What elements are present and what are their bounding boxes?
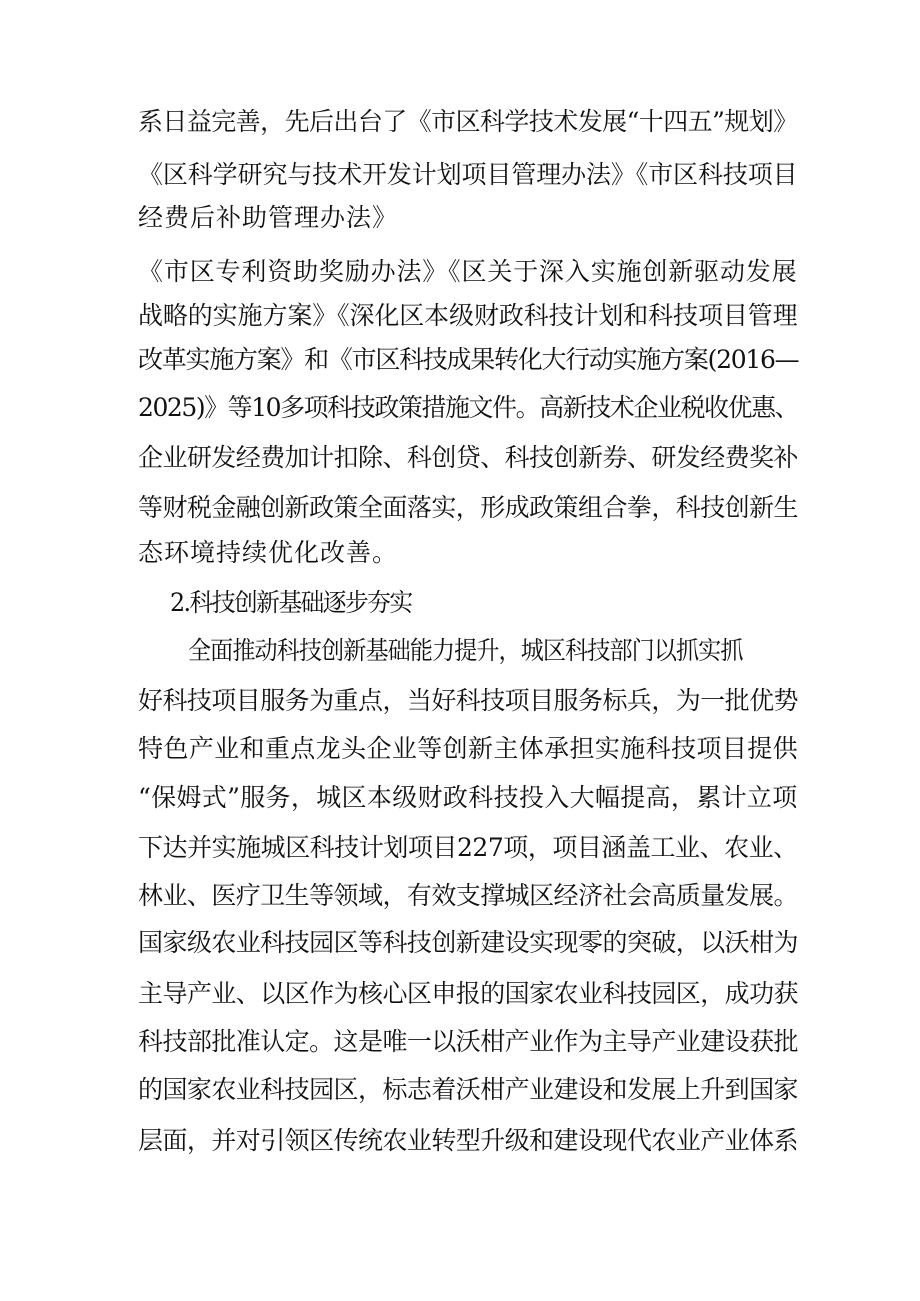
text-line: 《市区专利资助奖励办法》《区关于深入实施创新驱动发展 (138, 257, 798, 286)
text-line: 特色产业和重点龙头企业等创新主体承担实施科技项目提供 (138, 734, 799, 763)
text-line: 下达并实施城区科技计划项目227项，项目涵盖工业、农业、 (138, 833, 798, 862)
text-line: “保姆式”服务，城区本级财政科技投入大幅提高，累计立项 (138, 783, 798, 812)
text-line: 全面推动科技创新基础能力提升，城区科技部门以抓实抓 (188, 636, 743, 665)
text-line: 改革实施方案》和《市区科技成果转化大行动实施方案(2016— (138, 345, 799, 374)
text-line: 好科技项目服务为重点，当好科技项目服务标兵，为一批优势 (138, 686, 799, 715)
text-line: 战略的实施方案》《深化区本级财政科技计划和科技项目管理 (138, 301, 798, 330)
text-line: 《区科学研究与技术开发计划项目管理办法》《市区科技项目 (138, 160, 798, 189)
text-line: 国家级农业科技园区等科技创新建设实现零的突破，以沃柑为 (138, 928, 799, 957)
text-line: 系日益完善，先后出台了《市区科学技术发展“十四五”规划》 (138, 107, 798, 136)
text-line: 经费后补助管理办法》 (138, 203, 399, 232)
text-line: 态环境持续优化改善。 (138, 538, 399, 567)
text-line: 主导产业、以区作为核心区申报的国家农业科技园区，成功获 (138, 979, 799, 1008)
text-line: 林业、医疗卫生等领域，有效支撑城区经济社会高质量发展。 (138, 881, 799, 910)
text-line: 的国家农业科技园区，标志着沃柑产业建设和发展上升到国家 (138, 1075, 799, 1104)
text-line: 等财税金融创新政策全面落实，形成政策组合拳，科技创新生 (138, 493, 799, 522)
text-line: 科技部批准认定。这是唯一以沃柑产业作为主导产业建设获批 (138, 1027, 799, 1056)
text-line: 层面，并对引领区传统农业转型升级和建设现代农业产业体系 (138, 1126, 799, 1155)
text-line: 企业研发经费加计扣除、科创贷、科技创新券、研发经费奖补 (138, 443, 799, 472)
text-line: 2025)》等10多项科技政策措施文件。高新技术企业税收优惠、 (138, 393, 799, 422)
section-heading: 2.科技创新基础逐步夯实 (170, 588, 412, 617)
